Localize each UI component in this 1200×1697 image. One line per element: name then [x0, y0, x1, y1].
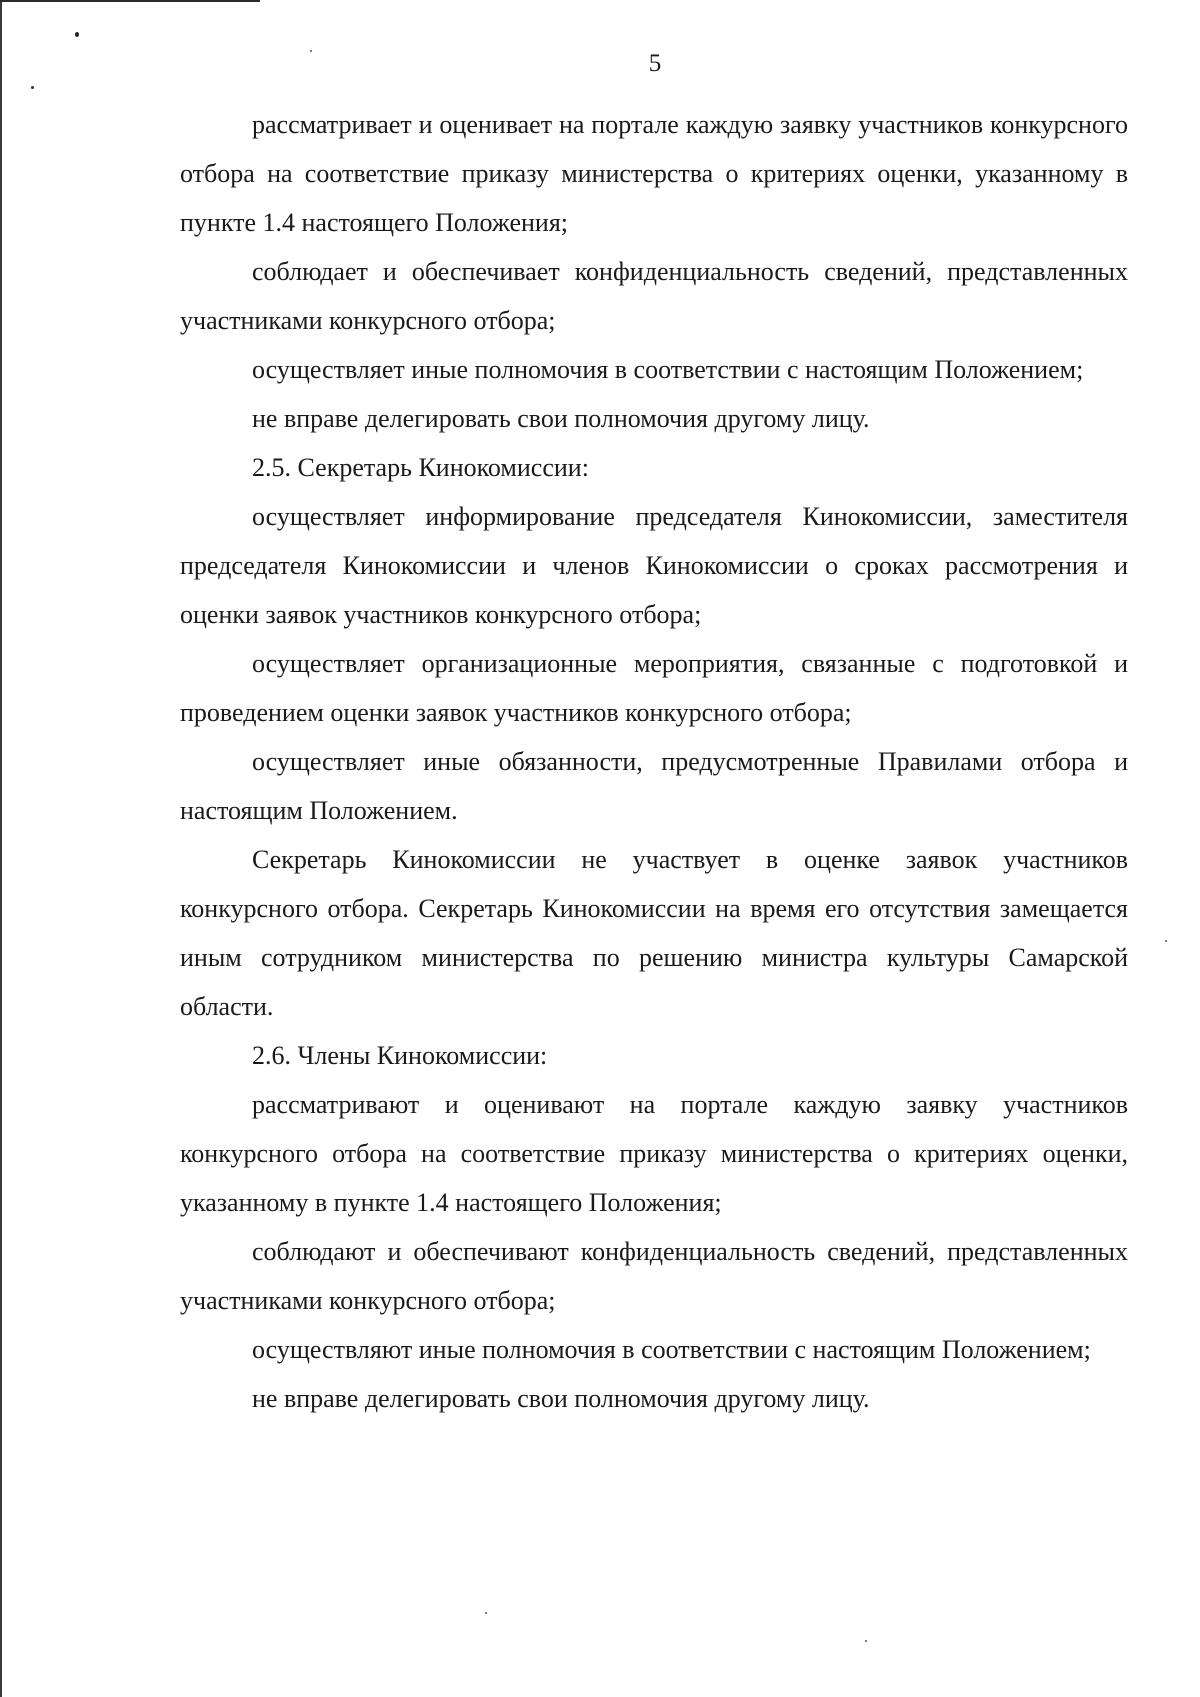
document-body [180, 100, 1128, 1423]
paragraph: Секретарь Кинокомиссии не участвует в оценке заявок участников конкурсного отбора. Секретарь Кинокомиссии на время его отсутствия замещается иным сотрудником министерства по решению министра культуры Самарской области. [180, 845, 1128, 1021]
paragraph: осуществляют иные полномочия в соответствии с настоящим Положением; [252, 1335, 1091, 1364]
paragraph: не вправе делегировать свои полномочия другому лицу. [252, 404, 870, 433]
paragraph: осуществляет информирование председателя Кинокомиссии, заместителя председателя Кинокомиссии и членов Кинокомиссии о сроках рассмотрения и оценки заявок участников конкурсного отбора; [180, 502, 1128, 629]
scan-speck [31, 86, 34, 89]
paragraph: осуществляет иные полномочия в соответствии с настоящим Положением; [252, 355, 1084, 384]
paragraph: соблюдают и обеспечивают конфиденциальность сведений, представленных участниками конкурсного отбора; [180, 1237, 1128, 1315]
section-heading-2-6: 2.6. Члены Кинокомиссии: [252, 1041, 548, 1070]
scan-speck [485, 1612, 487, 1614]
scan-speck [310, 50, 312, 52]
paragraph: осуществляет иные обязанности, предусмотренные Правилами отбора и настоящим Положением. [180, 747, 1128, 825]
paragraph: рассматривают и оценивают на портале каждую заявку участников конкурсного отбора на соответствие приказу министерства о критериях оценки, указанному в пункте 1.4 настоящего Положения; [180, 1090, 1128, 1217]
paragraph: рассматривает и оценивает на портале каждую заявку участников конкурсного отбора на соответствие приказу министерства о критериях оценки, указанному в пункте 1.4 настоящего Положения; [180, 110, 1128, 237]
page-number: 5 [648, 50, 662, 77]
scan-top-rule [0, 0, 260, 2]
section-heading-2-5: 2.5. Секретарь Кинокомиссии: [252, 453, 589, 482]
scan-speck [75, 32, 79, 37]
paragraph: соблюдает и обеспечивает конфиденциальность сведений, представленных участниками конкурсного отбора; [180, 257, 1128, 335]
paragraph: не вправе делегировать свои полномочия другому лицу. [252, 1384, 870, 1413]
paragraph: осуществляет организационные мероприятия, связанные с подготовкой и проведением оценки заявок участников конкурсного отбора; [180, 649, 1128, 727]
scan-speck [865, 1640, 867, 1642]
scan-speck [1165, 940, 1167, 942]
